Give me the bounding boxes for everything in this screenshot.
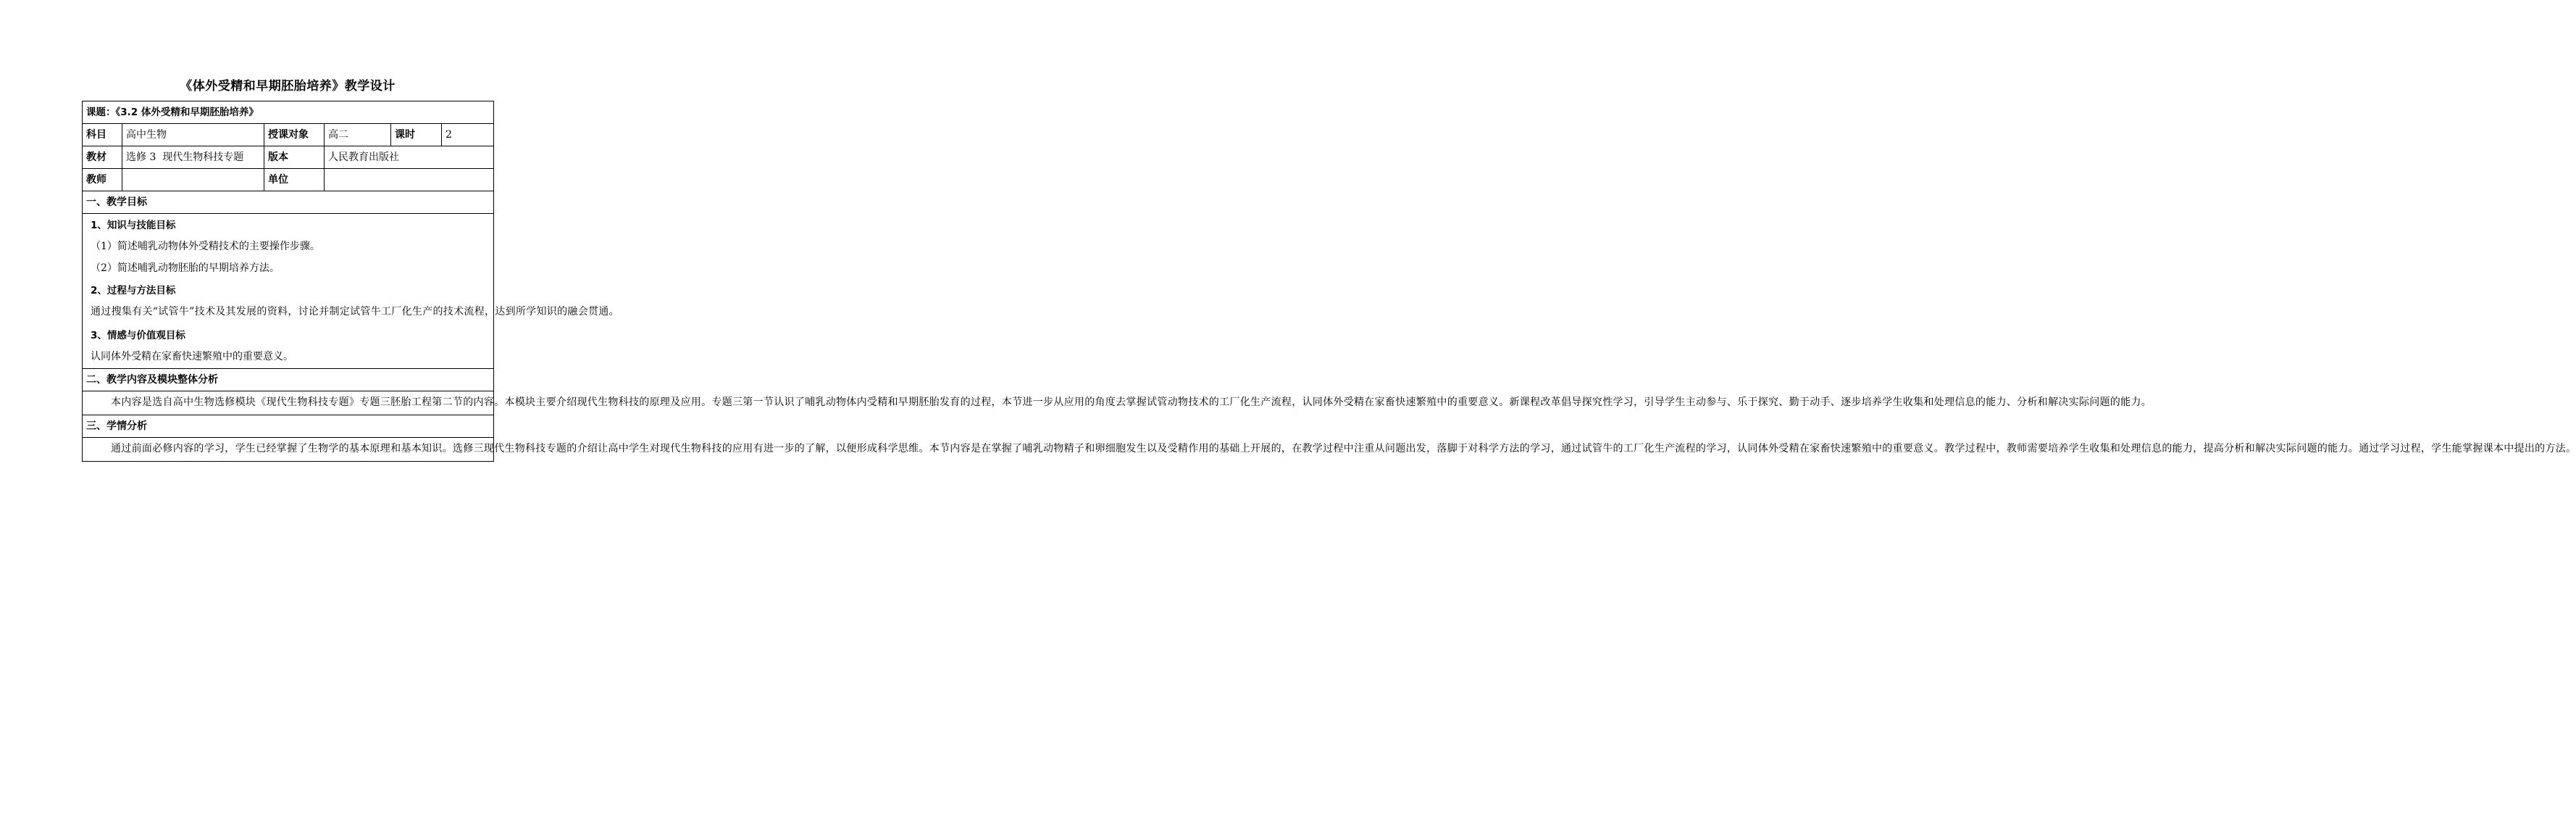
section1-body — [83, 214, 619, 369]
knowledge-item-1: （1）简述哺乳动物体外受精技术的主要操作步骤。 — [91, 241, 320, 252]
knowledge-heading: 1、知识与技能目标 — [91, 220, 176, 231]
section2-text: 本内容是选自高中生物选修模块《现代生物科技专题》专题三胚胎工程第二节的内容。本模块主要介绍现代生物科技的原理及应用。专题三第一节认识了哺乳动物体内受精和早期胚胎发育的过程，本节进一步从应用的角度去掌握试管动物技术的工厂化生产流程，认同体外受精在家畜快速繁殖中的重要意义。新课程改革倡导探究性学习，引导学生主动参与、乐于探究、勤于动手、逐步培养学生收集和处理信息的能力、分析和解决实际问题的能力。 — [111, 396, 2152, 408]
edition-label: 版本 — [264, 146, 325, 169]
textbook-value: 选修 3 现代生物科技专题 — [122, 146, 264, 169]
teacher-value — [122, 169, 264, 191]
topic-text: 课题：《3.2 体外受精和早期胚胎培养》 — [86, 107, 259, 118]
section2-body — [83, 391, 2152, 415]
section1-body-row — [83, 214, 494, 369]
edition-value: 人民教育出版社 — [325, 146, 494, 169]
section2-heading-row — [83, 369, 494, 391]
process-text: 通过搜集有关“试管牛”技术及其发展的资料，讨论并制定试管牛工厂化生产的技术流程，达到所学知识的融会贯通。 — [91, 306, 619, 317]
section3-body-row — [83, 438, 494, 462]
subject-label: 科目 — [83, 124, 122, 146]
audience-value: 高二 — [325, 124, 391, 146]
section3-text: 通过前面必修内容的学习，学生已经掌握了生物学的基本原理和基本知识。选修三现代生物科技专题的介绍让高中学生对现代生物科技的应用有进一步的了解，以便形成科学思维。本节内容是在掌握了哺乳动物精子和卵细胞发生以及受精作用的基础上开展的，在教学过程中注重从问题出发，落脚于对科学方法的学习，通过试管牛的工厂化生产流程的学习，认同体外受精在家畜快速繁殖中的重要意义。教学过程中，教师需要培养学生收集和处理信息的能力，提高分析和解决实际问题的能力。通过学习过程，学生能掌握课本中提出的方法。 — [111, 443, 2576, 454]
page-title: 《体外受精和早期胚胎培养》教学设计 — [180, 79, 396, 94]
hours-label: 课时 — [391, 124, 442, 146]
emotion-text: 认同体外受精在家畜快速繁殖中的重要意义。 — [91, 351, 293, 362]
section2-body-row — [83, 391, 494, 415]
section3-heading-row — [83, 415, 494, 438]
audience-label: 授课对象 — [264, 124, 325, 146]
textbook-label: 教材 — [83, 146, 122, 169]
topic-row — [83, 101, 494, 124]
topic-cell — [83, 101, 494, 124]
knowledge-item-2: （2）简述哺乳动物胚胎的早期培养方法。 — [91, 262, 280, 274]
textbook-row — [83, 146, 494, 169]
hours-value: 2 — [442, 124, 494, 146]
teacher-label: 教师 — [83, 169, 122, 191]
unit-label: 单位 — [264, 169, 325, 191]
lesson-plan-table — [82, 101, 2576, 462]
emotion-heading: 3、情感与价值观目标 — [91, 330, 185, 341]
section3-heading: 三、学情分析 — [83, 415, 494, 438]
section1-heading: 一、教学目标 — [83, 191, 494, 214]
section3-body — [83, 438, 2576, 462]
subject-row — [83, 124, 494, 146]
section2-heading: 二、教学内容及模块整体分析 — [83, 369, 494, 391]
process-heading: 2、过程与方法目标 — [91, 285, 176, 296]
section1-heading-row — [83, 191, 494, 214]
teacher-row — [83, 169, 494, 191]
subject-value: 高中生物 — [122, 124, 264, 146]
unit-value — [325, 169, 494, 191]
